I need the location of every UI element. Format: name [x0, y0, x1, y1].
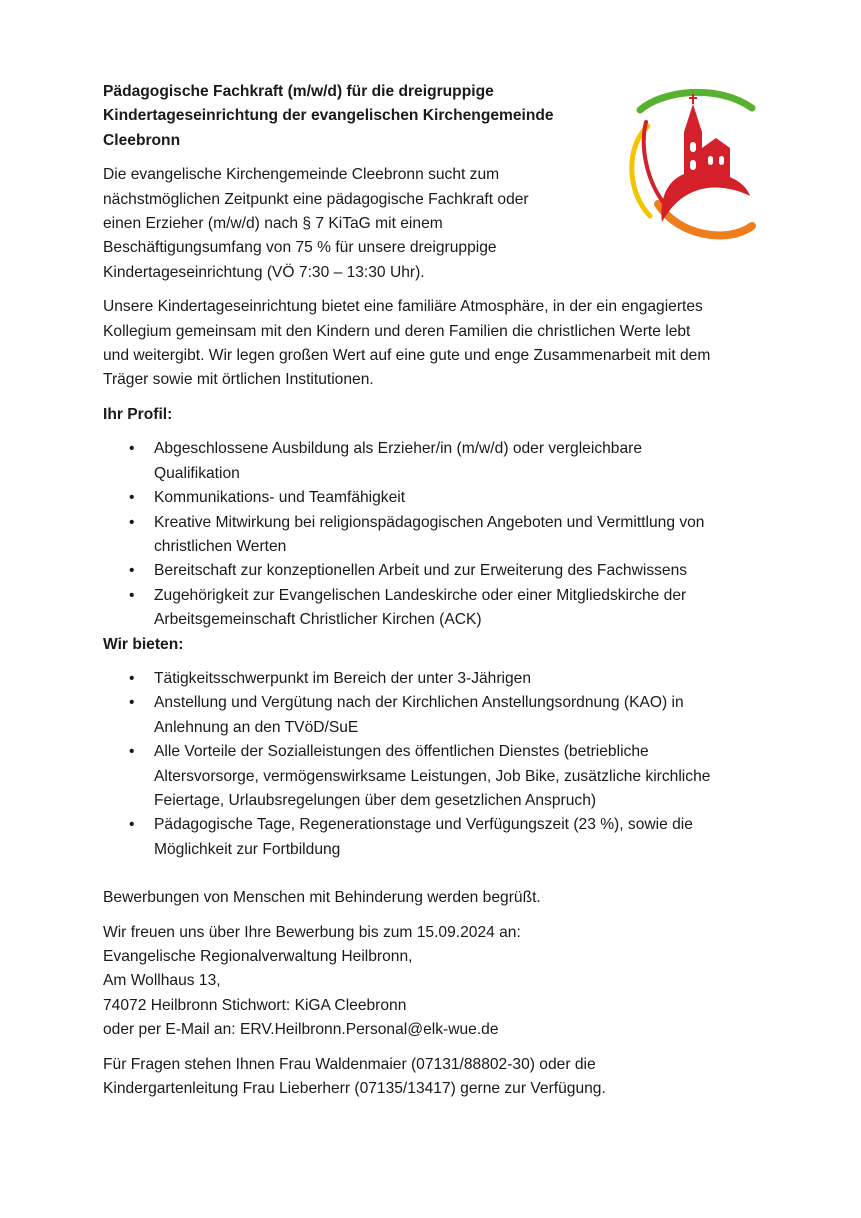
list-item-line: • Zugehörigkeit zur Evangelischen Landeskirche oder einer Mitgliedskirche der — [154, 586, 687, 604]
questions-line: Kindergartenleitung Frau Lieberherr (07135/13417) gerne zur Verfügung. — [103, 1080, 606, 1098]
about-line: Unsere Kindertageseinrichtung bietet eine familiäre Atmosphäre, in der ein engagiertes — [103, 298, 703, 316]
contact-line: Evangelische Regionalverwaltung Heilbronn, — [103, 948, 413, 965]
title-line: Kindertageseinrichtung der evangelischen Kirchengemeinde — [103, 107, 554, 125]
list-item — [154, 691, 763, 740]
list-item — [154, 559, 763, 583]
job-title — [103, 80, 593, 153]
list-item-line: Qualifikation — [154, 464, 240, 482]
contact-line: Am Wollhaus 13, — [103, 972, 221, 990]
list-item-line: • Alle Vorteile der Sozialleistungen des öffentlichen Dienstes (betriebliche — [154, 743, 649, 761]
intro-line: Die evangelische Kirchengemeinde Cleebronn sucht zum — [103, 166, 500, 184]
disability-note: Bewerbungen von Menschen mit Behinderung werden begrüßt. — [103, 889, 541, 907]
list-item — [154, 667, 763, 691]
about-line: Träger sowie mit örtlichen Institutionen. — [103, 371, 374, 389]
contact-email-line[interactable]: oder per E-Mail an: ERV.Heilbronn.Personal@elk-wue.de — [103, 1021, 499, 1039]
profile-list — [103, 437, 763, 632]
intro-paragraph — [103, 163, 583, 285]
title-line: Pädagogische Fachkraft (m/w/d) für die dreigruppige — [103, 83, 494, 100]
list-item — [154, 740, 763, 813]
list-item-line: • Pädagogische Tage, Regenerationstage und Verfügungszeit (23 %), sowie die — [154, 816, 693, 834]
title-line: Cleebronn — [103, 131, 181, 149]
contact-line: 74072 Heilbronn Stichwort: KiGA Cleebronn — [103, 996, 407, 1014]
list-item-line: Anlehnung an den TVöD/SuE — [154, 718, 359, 736]
intro-line: einen Erzieher (m/w/d) nach § 7 KiTaG mit einem — [103, 215, 443, 233]
intro-line: Beschäftigungsumfang von 75 % für unsere dreigruppige — [103, 239, 497, 257]
questions-paragraph — [103, 1053, 763, 1102]
list-item-line: • Kreative Mitwirkung bei religionspädagogischen Angeboten und Vermittlung von — [154, 513, 705, 531]
list-item — [154, 486, 763, 510]
list-item — [154, 584, 763, 633]
intro-line: Kindertageseinrichtung (VÖ 7:30 – 13:30 Uhr). — [103, 263, 425, 281]
about-line: Kollegium gemeinsam mit den Kindern und deren Familien die christlichen Werte lebt — [103, 322, 691, 340]
intro-line: nächstmöglichen Zeitpunkt eine pädagogische Fachkraft oder — [103, 190, 529, 208]
list-item-line: • Bereitschaft zur konzeptionellen Arbeit und zur Erweiterung des Fachwissens — [154, 562, 688, 580]
list-item-line: Arbeitsgemeinschaft Christlicher Kirchen (ACK) — [154, 611, 482, 629]
list-item — [154, 511, 763, 560]
list-item-line: Feiertage, Urlaubsregelungen über dem gesetzlichen Anspruch) — [154, 791, 597, 809]
list-item — [154, 813, 763, 862]
list-item-line: • Tätigkeitsschwerpunkt im Bereich der unter 3-Jährigen — [154, 669, 532, 687]
questions-line: Für Fragen stehen Ihnen Frau Waldenmaier (07131/88802-30) oder die — [103, 1055, 596, 1073]
list-item-line: Altersvorsorge, vermögenswirksame Leistungen, Job Bike, zusätzliche kirchliche — [154, 767, 711, 785]
about-line: und weitergibt. Wir legen großen Wert auf eine gute und enge Zusammenarbeit mit dem — [103, 347, 711, 365]
about-paragraph — [103, 295, 763, 393]
offer-heading: Wir bieten: — [103, 635, 184, 653]
offer-list — [103, 667, 763, 862]
list-item-line: Möglichkeit zur Fortbildung — [154, 840, 341, 858]
list-item — [154, 437, 763, 486]
list-item-line: • Anstellung und Vergütung nach der Kirchlichen Anstellungsordnung (KAO) in — [154, 694, 684, 712]
list-item-line: • Kommunikations- und Teamfähigkeit — [154, 489, 406, 507]
contact-paragraph — [103, 921, 763, 1043]
contact-line: Wir freuen uns über Ihre Bewerbung bis zum 15.09.2024 an: — [103, 923, 521, 941]
list-item-line: • Abgeschlossene Ausbildung als Erzieher/in (m/w/d) oder vergleichbare — [154, 440, 642, 458]
profile-heading: Ihr Profil: — [103, 405, 173, 423]
document-body — [103, 80, 763, 1111]
list-item-line: christlichen Werten — [154, 537, 287, 555]
